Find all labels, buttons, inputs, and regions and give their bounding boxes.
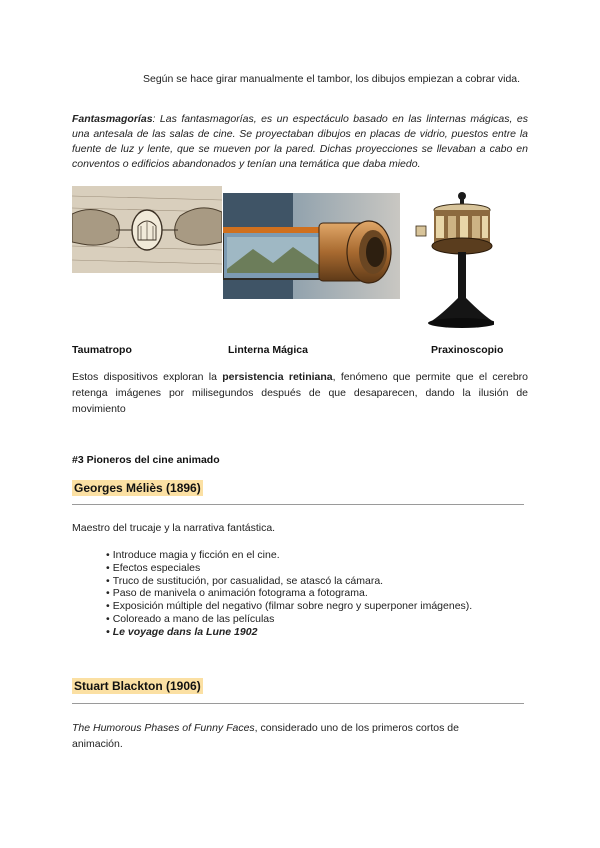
linterna-magica-image: [223, 193, 400, 299]
list-item: • Introduce magia y ficción en el cine.: [106, 549, 472, 562]
list-item: • Coloreado a mano de las películas: [106, 613, 472, 626]
persistencia-term: persistencia retiniana: [222, 371, 333, 383]
melies-bullet-list: [106, 549, 472, 639]
blackton-divider: [72, 703, 524, 704]
list-item-film-title: • Le voyage dans la Lune 1902: [106, 626, 472, 639]
caption-praxinoscopio: Praxinoscopio: [431, 344, 504, 356]
melies-divider: [72, 504, 524, 505]
melies-heading: Georges Méliès (1896): [74, 481, 201, 495]
praxinoscopio-image: [410, 186, 494, 332]
caption-taumatropo: Taumatropo: [72, 344, 132, 356]
intro-paragraph: Según se hace girar manualmente el tambor, los dibujos empiezan a cobrar vida.: [143, 73, 521, 85]
fantasmagorias-paragraph: [72, 112, 528, 172]
caption-linterna-magica: Linterna Mágica: [228, 344, 308, 356]
fantasmagorias-term: Fantasmagorías: [72, 113, 153, 125]
list-item: • Exposición múltiple del negativo (filmar sobre negro y superponer imágenes).: [106, 600, 472, 613]
list-item: • Paso de manivela o animación fotograma a fotograma.: [106, 587, 472, 600]
persistencia-text-before: Estos dispositivos exploran la: [72, 371, 223, 383]
blackton-heading: Stuart Blackton (1906): [74, 679, 201, 693]
fantasmagorias-text: : Las fantasmagorías, es un espectáculo basado en las linternas mágicas, es una antesala de las salas de cine. Se proyectaban dibujos en placas de vidrio, puestos entre la fuente de luz y lente, que se mueven por la pared. Dichas proyecciones se llevaban a cabo en conventos o edificios abandonados y tenían una temática que daba miedo.: [72, 113, 528, 170]
blackton-film-title: The Humorous Phases of Funny Faces: [72, 722, 255, 734]
persistencia-text-after: , fenómeno que permite que el cerebro retenga imágenes por milisegundos después de que desaparecen, dando la ilusión de movimiento: [72, 371, 528, 415]
section-title: #3 Pioneros del cine animado: [72, 454, 220, 466]
taumatropo-image: [72, 186, 222, 273]
list-item: • Efectos especiales: [106, 562, 472, 575]
blackton-description: [72, 720, 492, 752]
list-item: • Truco de sustitución, por casualidad, se atascó la cámara.: [106, 575, 472, 588]
melies-description: Maestro del trucaje y la narrativa fantástica.: [72, 522, 276, 534]
persistencia-paragraph: [72, 369, 528, 417]
blackton-description-text: , considerado uno de los primeros cortos de animación.: [72, 722, 459, 750]
